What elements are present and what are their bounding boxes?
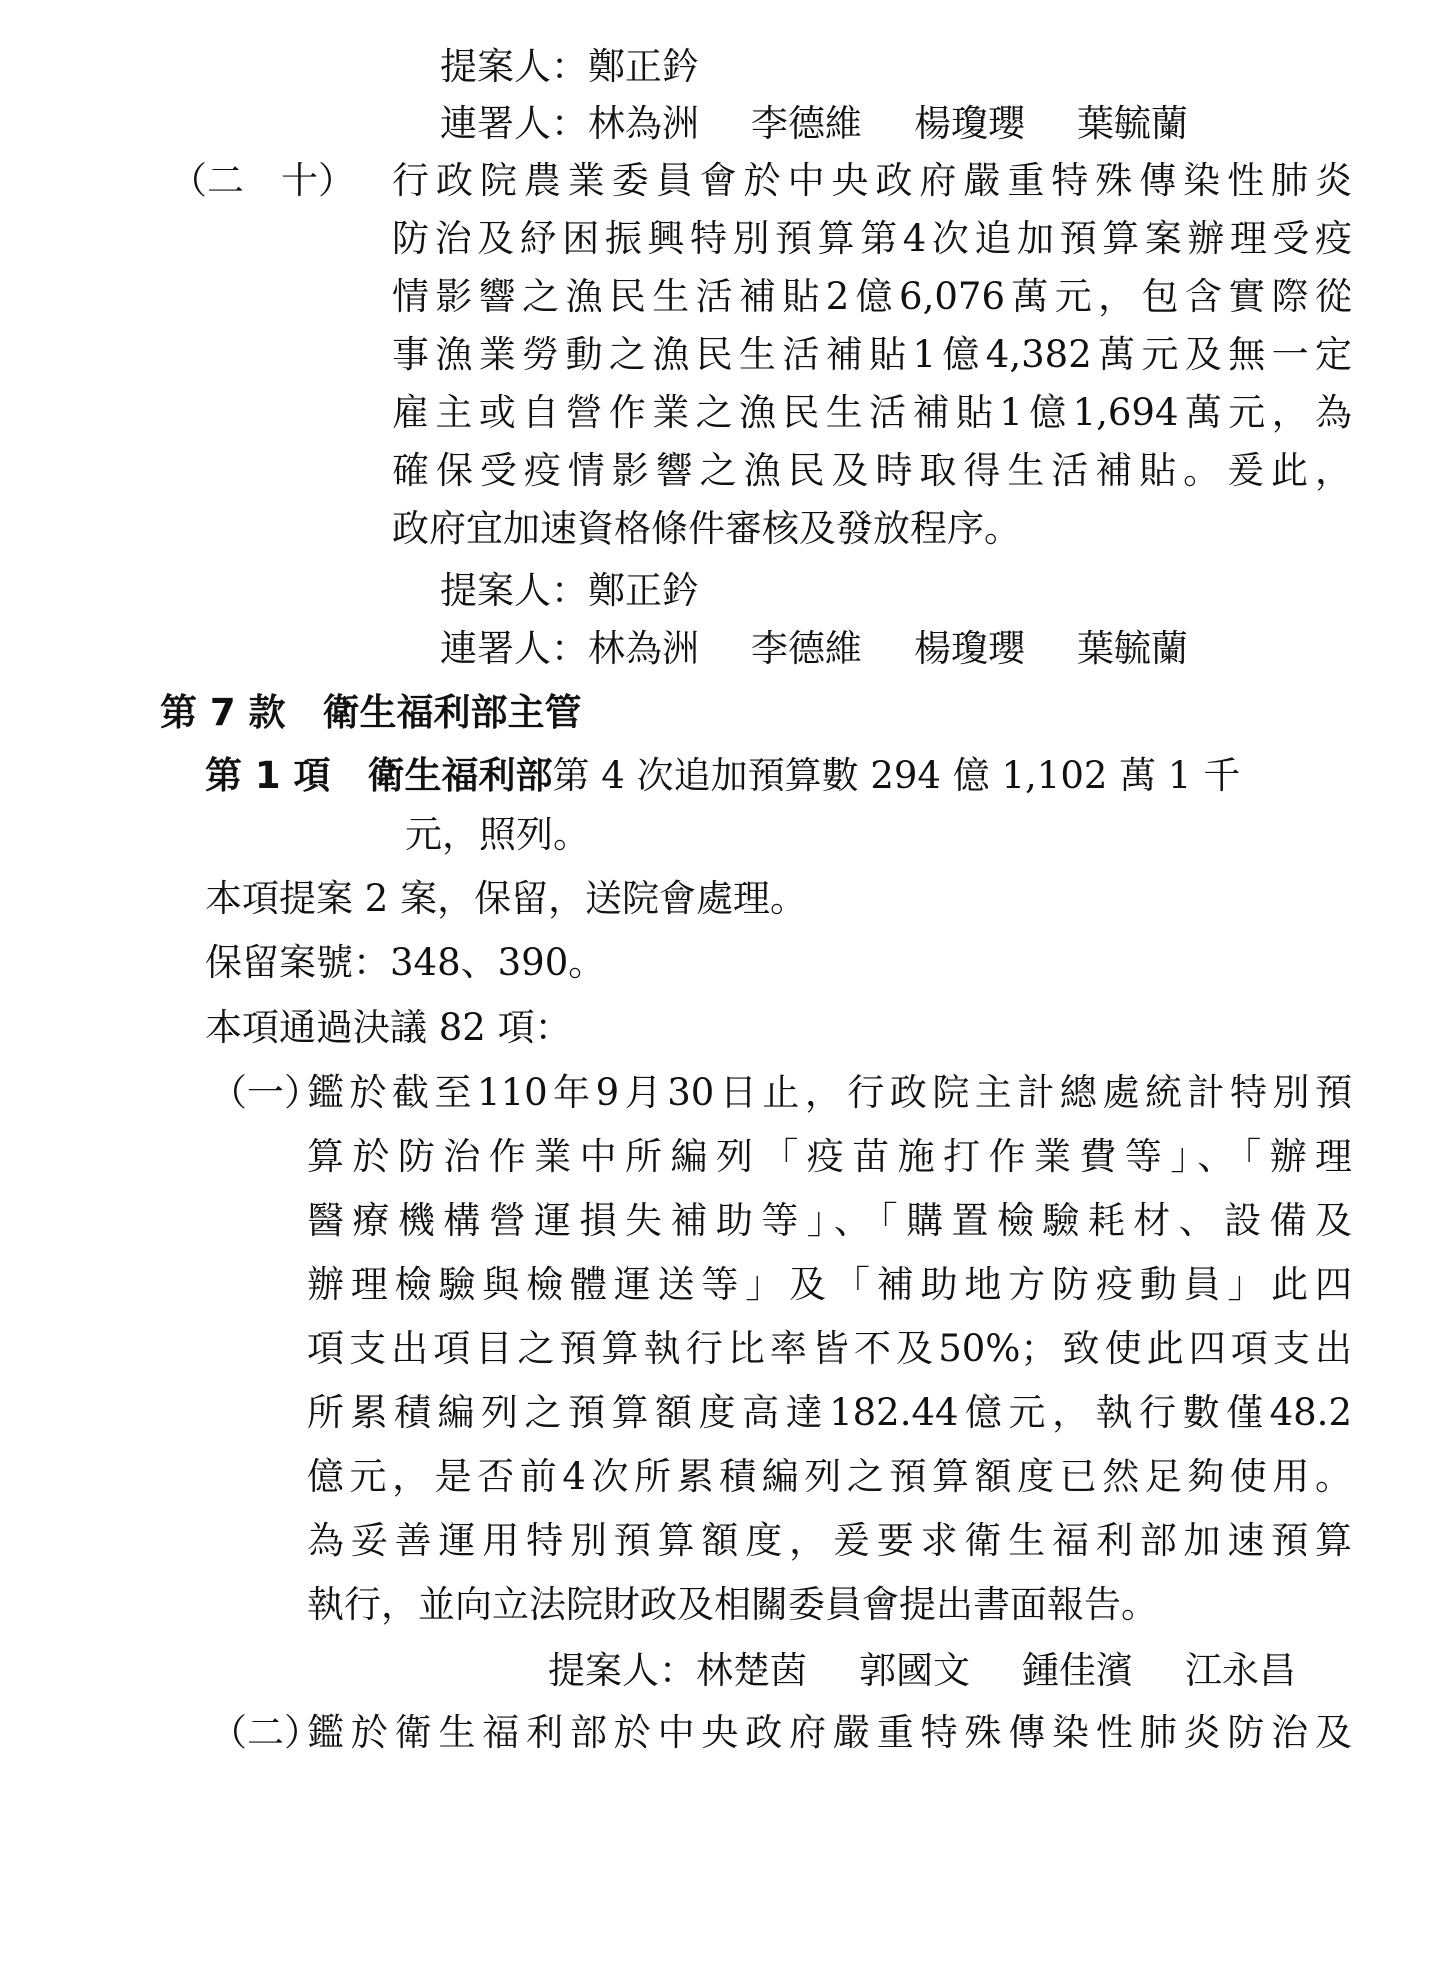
resolution-text-line: 執行，並向立法院財政及相關委員會提出書面報告。: [307, 1583, 1158, 1626]
item-text-line: 確保受疫情影響之漁民及時取得生活補貼。爰此，: [392, 449, 1352, 492]
proposer-line-3: [548, 1648, 1296, 1694]
item-text-line: 政府宜加速資格條件審核及發放程序。: [392, 507, 1021, 550]
cosigner-line-2: [440, 626, 1188, 672]
proposer-name: 林楚茵: [696, 1649, 807, 1692]
resolution-text-line: 辦理檢驗與檢體運送等」及「補助地方防疫動員」此四: [307, 1263, 1352, 1306]
resolution-text-line: 億元，是否前4次所累積編列之預算額度已然足夠使用。: [307, 1455, 1352, 1498]
cosigner-name: 林為洲: [588, 627, 699, 670]
cosigner-name: 李德維: [751, 627, 862, 670]
cosigner-label: 連署人：: [440, 627, 588, 670]
cosigner-name: 葉毓蘭: [1077, 627, 1188, 670]
resolution-number: （一）: [210, 1071, 321, 1114]
proposer-label: 提案人：: [440, 45, 588, 88]
resolution-text-line: 醫療機構營運損失補助等」、「購置檢驗耗材、設備及: [307, 1199, 1352, 1242]
proposer-name: 鄭正鈐: [588, 569, 699, 612]
proposer-name: 鍾佳濱: [1022, 1649, 1133, 1692]
proposer-label: 提案人：: [440, 569, 588, 612]
resolution-number: （二）: [210, 1711, 321, 1754]
section-note: 保留案號：348、390。: [205, 941, 606, 984]
proposer-line-2: [440, 568, 699, 614]
proposer-line-1: [440, 44, 699, 90]
item-heading: [205, 753, 1240, 799]
item-text-line: 防治及紓困振興特別預算第4次追加預算案辦理受疫: [392, 217, 1352, 260]
cosigner-line-1: [440, 101, 1188, 147]
item-text-line: 行政院農業委員會於中央政府嚴重特殊傳染性肺炎: [392, 159, 1352, 202]
item-text-line: 雇主或自營作業之漁民生活補貼1億1,694萬元，為: [392, 391, 1352, 434]
resolution-text-line: 所累積編列之預算額度高達182.44億元，執行數僅48.2: [307, 1391, 1352, 1434]
resolution-text-line: 鑑於衛生福利部於中央政府嚴重特殊傳染性肺炎防治及: [307, 1711, 1352, 1754]
item-heading-cont: 元，照列。: [405, 813, 590, 856]
proposer-name: 江永昌: [1185, 1649, 1296, 1692]
section-heading: 第 7 款 衛生福利部主管: [160, 691, 582, 734]
item-number: （二 十）: [170, 159, 355, 202]
resolution-text-line: 算於防治作業中所編列「疫苗施打作業費等」、「辦理: [307, 1135, 1352, 1178]
resolution-text-line: 鑑於截至110年9月30日止，行政院主計總處統計特別預: [307, 1071, 1352, 1114]
resolution-text-line: 項支出項目之預算執行比率皆不及50%；致使此四項支出: [307, 1327, 1352, 1370]
cosigner-name: 楊瓊瓔: [914, 627, 1025, 670]
proposer-label: 提案人：: [548, 1649, 696, 1692]
item-heading-text: 第 4 次追加預算數 294 億 1,102 萬 1 千: [552, 754, 1241, 797]
proposer-name: 鄭正鈐: [588, 45, 699, 88]
proposer-name: 郭國文: [859, 1649, 970, 1692]
cosigner-name: 葉毓蘭: [1077, 102, 1188, 145]
item-text-line: 事漁業勞動之漁民生活補貼1億4,382萬元及無一定: [392, 333, 1352, 376]
item-text-line: 情影響之漁民生活補貼2億6,076萬元，包含實際從: [392, 275, 1352, 318]
resolution-text-line: 為妥善運用特別預算額度，爰要求衛生福利部加速預算: [307, 1519, 1352, 1562]
section-note: 本項提案 2 案，保留，送院會處理。: [205, 877, 808, 920]
cosigner-name: 楊瓊瓔: [914, 102, 1025, 145]
section-note: 本項通過決議 82 項：: [205, 1006, 572, 1049]
cosigner-name: 林為洲: [588, 102, 699, 145]
cosigner-name: 李德維: [751, 102, 862, 145]
cosigner-label: 連署人：: [440, 102, 588, 145]
item-heading-label: 第 1 項 衛生福利部: [205, 754, 553, 797]
